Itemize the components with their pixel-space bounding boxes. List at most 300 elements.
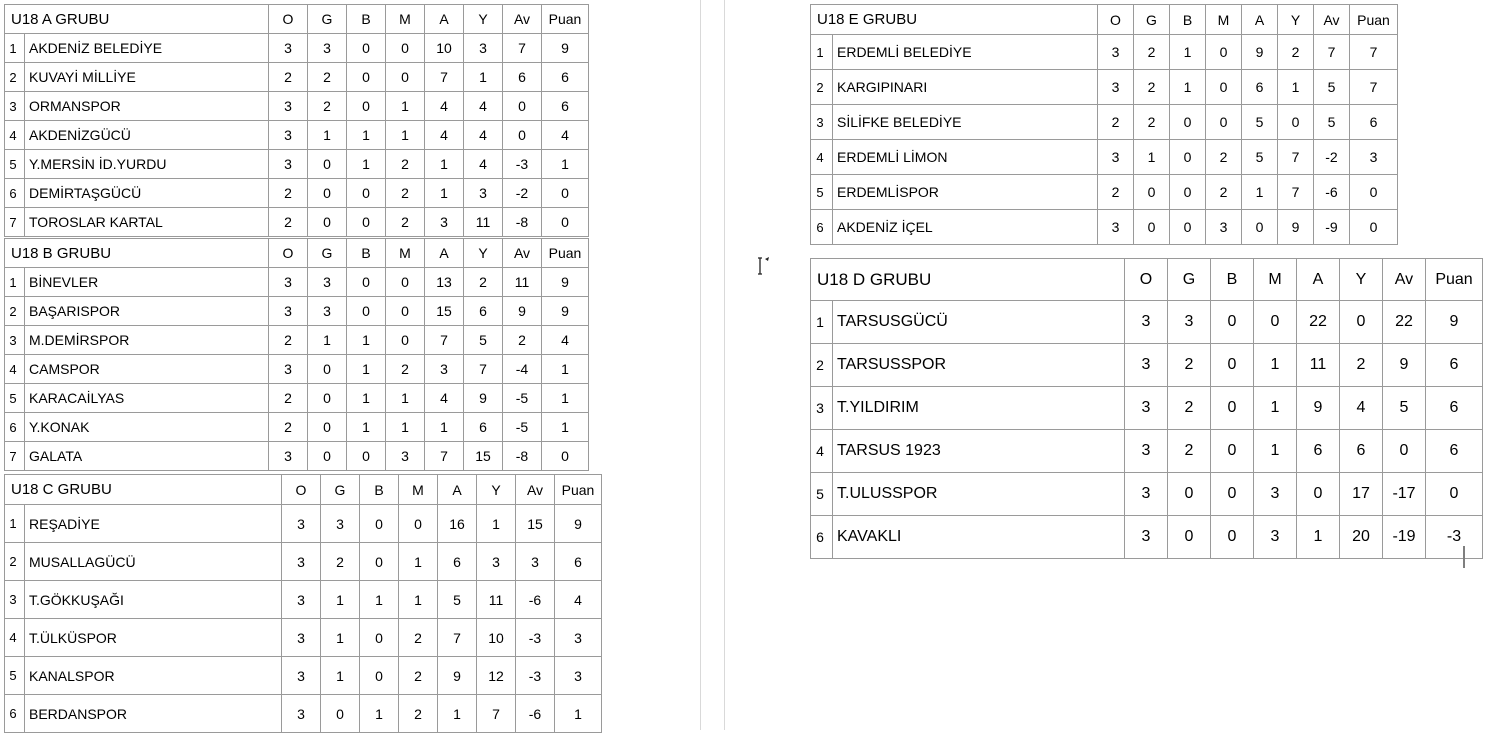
text-cursor-icon [756, 256, 774, 276]
row-rank: 6 [5, 413, 25, 442]
row-team: T.ÜLKÜSPOR [25, 619, 282, 657]
row-puan: 1 [542, 413, 589, 442]
table-row [5, 384, 589, 413]
col-header-o: O [269, 239, 308, 268]
row-o: 2 [1098, 175, 1134, 210]
row-a: 7 [425, 326, 464, 355]
row-puan: 0 [1350, 210, 1398, 245]
table-row [5, 505, 602, 543]
row-rank: 2 [5, 543, 25, 581]
row-g: 0 [308, 355, 347, 384]
row-a: 9 [1242, 35, 1278, 70]
col-header-o: O [1125, 259, 1168, 301]
row-m: 0 [1254, 301, 1297, 344]
row-y: 3 [477, 543, 516, 581]
row-av: 15 [516, 505, 555, 543]
table-row [5, 619, 602, 657]
row-o: 3 [282, 695, 321, 733]
row-rank: 4 [5, 619, 25, 657]
row-b: 1 [347, 150, 386, 179]
table-header-row [5, 239, 589, 268]
row-g: 0 [308, 179, 347, 208]
row-g: 1 [321, 581, 360, 619]
table-row [5, 208, 589, 237]
row-b: 0 [347, 208, 386, 237]
row-team: DEMİRTAŞGÜCÜ [25, 179, 269, 208]
row-m: 2 [399, 657, 438, 695]
row-av: 0 [1383, 430, 1426, 473]
page-gutter-left [700, 0, 701, 730]
row-team: T.GÖKKUŞAĞI [25, 581, 282, 619]
row-av: -9 [1314, 210, 1350, 245]
row-puan: 0 [542, 208, 589, 237]
group-title: U18 A GRUBU [5, 5, 269, 34]
row-o: 3 [1098, 140, 1134, 175]
row-a: 4 [425, 92, 464, 121]
standings-table-group-c [4, 474, 602, 733]
table-row [811, 344, 1483, 387]
row-m: 1 [399, 543, 438, 581]
row-av: 9 [503, 297, 542, 326]
row-team: ORMANSPOR [25, 92, 269, 121]
col-header-a: A [425, 5, 464, 34]
row-g: 0 [321, 695, 360, 733]
row-y: 5 [464, 326, 503, 355]
row-o: 3 [282, 581, 321, 619]
row-g: 0 [308, 442, 347, 471]
row-av: -6 [516, 581, 555, 619]
row-g: 1 [1134, 140, 1170, 175]
row-team: MUSALLAGÜCÜ [25, 543, 282, 581]
row-y: 20 [1340, 516, 1383, 559]
row-g: 0 [308, 150, 347, 179]
row-y: 7 [1278, 140, 1314, 175]
row-rank: 4 [811, 140, 833, 175]
table-row [5, 442, 589, 471]
col-header-g: G [321, 475, 360, 505]
row-team: AKDENİZ BELEDİYE [25, 34, 269, 63]
row-rank: 6 [5, 179, 25, 208]
col-header-av: Av [503, 5, 542, 34]
table-row [5, 179, 589, 208]
table-header-row [5, 475, 602, 505]
row-m: 1 [386, 92, 425, 121]
row-team: CAMSPOR [25, 355, 269, 384]
row-team: T.YILDIRIM [833, 387, 1125, 430]
col-header-m: M [386, 5, 425, 34]
table-row [5, 695, 602, 733]
table-row [811, 70, 1398, 105]
row-m: 0 [1206, 105, 1242, 140]
row-y: 12 [477, 657, 516, 695]
col-header-puan: Puan [1350, 5, 1398, 35]
row-m: 3 [1254, 473, 1297, 516]
row-m: 3 [1254, 516, 1297, 559]
row-av: 7 [503, 34, 542, 63]
row-b: 1 [347, 326, 386, 355]
table-row [5, 150, 589, 179]
row-team: Y.KONAK [25, 413, 269, 442]
row-g: 1 [321, 619, 360, 657]
table-row [811, 516, 1483, 559]
row-b: 0 [1211, 301, 1254, 344]
row-y: 9 [1278, 210, 1314, 245]
col-header-av: Av [1383, 259, 1426, 301]
row-g: 2 [1134, 35, 1170, 70]
col-header-av: Av [1314, 5, 1350, 35]
row-o: 2 [1098, 105, 1134, 140]
row-o: 3 [1098, 210, 1134, 245]
row-rank: 1 [811, 35, 833, 70]
row-m: 1 [1254, 344, 1297, 387]
row-b: 0 [347, 63, 386, 92]
row-rank: 2 [811, 70, 833, 105]
row-b: 0 [1170, 140, 1206, 175]
row-o: 2 [269, 413, 308, 442]
row-puan: 1 [542, 384, 589, 413]
row-o: 3 [269, 442, 308, 471]
row-b: 1 [360, 695, 399, 733]
row-o: 3 [1125, 387, 1168, 430]
row-g: 2 [308, 63, 347, 92]
row-o: 3 [269, 355, 308, 384]
row-m: 0 [386, 268, 425, 297]
row-a: 9 [438, 657, 477, 695]
row-puan: 1 [542, 150, 589, 179]
row-a: 5 [438, 581, 477, 619]
row-team: TARSUS 1923 [833, 430, 1125, 473]
row-y: 0 [1278, 105, 1314, 140]
row-a: 9 [1297, 387, 1340, 430]
row-m: 2 [386, 150, 425, 179]
table-row [5, 268, 589, 297]
row-rank: 2 [811, 344, 833, 387]
row-av: 5 [1383, 387, 1426, 430]
row-av: 5 [1314, 105, 1350, 140]
table-row [5, 581, 602, 619]
row-rank: 1 [5, 505, 25, 543]
row-o: 2 [269, 208, 308, 237]
col-header-g: G [308, 239, 347, 268]
table-header-row [811, 259, 1483, 301]
table-row [5, 413, 589, 442]
table-row [811, 387, 1483, 430]
row-b: 0 [360, 619, 399, 657]
row-m: 0 [386, 326, 425, 355]
row-team: BERDANSPOR [25, 695, 282, 733]
row-b: 1 [1170, 35, 1206, 70]
col-header-b: B [347, 5, 386, 34]
table-row [5, 92, 589, 121]
row-y: 4 [464, 121, 503, 150]
row-puan: 4 [542, 121, 589, 150]
row-b: 0 [360, 657, 399, 695]
row-team: BAŞARISPOR [25, 297, 269, 326]
col-header-a: A [1297, 259, 1340, 301]
row-team: T.ULUSSPOR [833, 473, 1125, 516]
row-a: 3 [425, 208, 464, 237]
row-b: 0 [360, 543, 399, 581]
row-o: 3 [269, 297, 308, 326]
row-b: 1 [347, 121, 386, 150]
row-av: -4 [503, 355, 542, 384]
row-y: 7 [464, 355, 503, 384]
col-header-o: O [282, 475, 321, 505]
standings-table-group-a [4, 4, 589, 237]
row-a: 11 [1297, 344, 1340, 387]
row-m: 1 [386, 413, 425, 442]
row-m: 1 [1254, 430, 1297, 473]
row-av: 22 [1383, 301, 1426, 344]
row-rank: 2 [5, 63, 25, 92]
table-row [811, 35, 1398, 70]
row-b: 0 [1170, 105, 1206, 140]
col-header-y: Y [1340, 259, 1383, 301]
row-b: 0 [347, 92, 386, 121]
row-rank: 1 [811, 301, 833, 344]
row-b: 1 [347, 355, 386, 384]
row-o: 3 [282, 619, 321, 657]
col-header-m: M [399, 475, 438, 505]
row-y: 0 [1340, 301, 1383, 344]
row-a: 1 [1242, 175, 1278, 210]
row-y: 2 [464, 268, 503, 297]
row-rank: 5 [5, 657, 25, 695]
row-y: 7 [1278, 175, 1314, 210]
row-av: -6 [1314, 175, 1350, 210]
standings-table-group-b [4, 238, 589, 471]
group-title: U18 B GRUBU [5, 239, 269, 268]
row-rank: 6 [811, 210, 833, 245]
row-a: 6 [1242, 70, 1278, 105]
row-m: 2 [1206, 140, 1242, 175]
row-g: 0 [1168, 516, 1211, 559]
row-av: 6 [503, 63, 542, 92]
row-b: 0 [1170, 175, 1206, 210]
row-o: 2 [269, 179, 308, 208]
row-puan: 6 [555, 543, 602, 581]
row-o: 3 [269, 121, 308, 150]
table-row [811, 105, 1398, 140]
row-a: 0 [1297, 473, 1340, 516]
table-row [811, 301, 1483, 344]
row-o: 3 [1125, 430, 1168, 473]
table-row [5, 297, 589, 326]
row-o: 3 [282, 657, 321, 695]
row-o: 3 [1125, 344, 1168, 387]
row-rank: 2 [5, 297, 25, 326]
row-av: -8 [503, 442, 542, 471]
row-b: 0 [1170, 210, 1206, 245]
row-rank: 1 [5, 268, 25, 297]
row-m: 2 [386, 179, 425, 208]
row-team: TOROSLAR KARTAL [25, 208, 269, 237]
row-b: 0 [347, 34, 386, 63]
row-av: -17 [1383, 473, 1426, 516]
row-puan: 4 [555, 581, 602, 619]
table-row [5, 34, 589, 63]
row-a: 5 [1242, 140, 1278, 175]
row-o: 2 [269, 63, 308, 92]
col-header-m: M [386, 239, 425, 268]
row-puan: 9 [542, 34, 589, 63]
row-puan: 3 [555, 657, 602, 695]
col-header-puan: Puan [1426, 259, 1483, 301]
row-av: -5 [503, 384, 542, 413]
row-team: SİLİFKE BELEDİYE [833, 105, 1098, 140]
table-row [811, 430, 1483, 473]
row-g: 0 [1168, 473, 1211, 516]
row-team: ERDEMLİ BELEDİYE [833, 35, 1098, 70]
row-puan: 9 [555, 505, 602, 543]
row-a: 4 [425, 384, 464, 413]
table-header-row [811, 5, 1398, 35]
row-rank: 6 [5, 695, 25, 733]
row-g: 2 [1168, 387, 1211, 430]
row-b: 0 [1211, 473, 1254, 516]
row-a: 6 [438, 543, 477, 581]
row-puan: -3 [1426, 516, 1483, 559]
table-row [5, 657, 602, 695]
row-puan: 1 [555, 695, 602, 733]
col-header-b: B [360, 475, 399, 505]
row-g: 1 [308, 326, 347, 355]
row-o: 3 [269, 34, 308, 63]
row-g: 1 [308, 121, 347, 150]
row-av: 3 [516, 543, 555, 581]
row-rank: 5 [5, 384, 25, 413]
row-team: TARSUSSPOR [833, 344, 1125, 387]
col-header-y: Y [464, 5, 503, 34]
row-a: 1 [425, 179, 464, 208]
row-av: -3 [516, 657, 555, 695]
standings-table-group-d [810, 258, 1483, 559]
row-av: 2 [503, 326, 542, 355]
row-rank: 7 [5, 208, 25, 237]
row-puan: 0 [542, 179, 589, 208]
row-y: 10 [477, 619, 516, 657]
row-a: 13 [425, 268, 464, 297]
row-rank: 3 [5, 92, 25, 121]
row-a: 5 [1242, 105, 1278, 140]
row-m: 1 [399, 581, 438, 619]
row-m: 2 [1206, 175, 1242, 210]
row-a: 6 [1297, 430, 1340, 473]
standings-table-group-e [810, 4, 1398, 245]
row-b: 0 [360, 505, 399, 543]
row-m: 1 [386, 121, 425, 150]
col-header-b: B [347, 239, 386, 268]
row-y: 2 [1278, 35, 1314, 70]
col-header-y: Y [464, 239, 503, 268]
row-puan: 6 [542, 92, 589, 121]
row-g: 0 [1134, 175, 1170, 210]
row-rank: 3 [5, 581, 25, 619]
row-av: -2 [1314, 140, 1350, 175]
row-team: KARACAİLYAS [25, 384, 269, 413]
row-rank: 4 [5, 121, 25, 150]
row-y: 6 [464, 297, 503, 326]
col-header-g: G [308, 5, 347, 34]
group-title: U18 C GRUBU [5, 475, 282, 505]
row-b: 0 [1211, 516, 1254, 559]
row-g: 3 [1168, 301, 1211, 344]
row-g: 3 [321, 505, 360, 543]
row-av: -3 [503, 150, 542, 179]
row-g: 3 [308, 297, 347, 326]
row-av: 11 [503, 268, 542, 297]
table-header-row [5, 5, 589, 34]
row-a: 7 [438, 619, 477, 657]
row-av: 0 [503, 121, 542, 150]
row-puan: 9 [1426, 301, 1483, 344]
row-m: 0 [1206, 70, 1242, 105]
row-y: 15 [464, 442, 503, 471]
row-puan: 6 [542, 63, 589, 92]
row-a: 7 [425, 442, 464, 471]
row-o: 3 [1098, 35, 1134, 70]
row-team: KUVAYİ MİLLİYE [25, 63, 269, 92]
table-row [5, 543, 602, 581]
row-b: 1 [360, 581, 399, 619]
row-a: 0 [1242, 210, 1278, 245]
table-row [5, 326, 589, 355]
table-row [5, 121, 589, 150]
row-g: 2 [1134, 70, 1170, 105]
row-y: 2 [1340, 344, 1383, 387]
row-puan: 9 [542, 268, 589, 297]
selection-edge-marker [1463, 546, 1465, 568]
row-y: 11 [477, 581, 516, 619]
row-av: -8 [503, 208, 542, 237]
col-header-y: Y [1278, 5, 1314, 35]
row-g: 0 [308, 384, 347, 413]
row-puan: 0 [542, 442, 589, 471]
col-header-y: Y [477, 475, 516, 505]
row-b: 0 [1211, 344, 1254, 387]
row-b: 0 [347, 297, 386, 326]
row-m: 2 [399, 619, 438, 657]
row-a: 16 [438, 505, 477, 543]
row-rank: 3 [811, 387, 833, 430]
row-puan: 0 [1350, 175, 1398, 210]
row-y: 7 [477, 695, 516, 733]
row-g: 2 [1134, 105, 1170, 140]
row-puan: 9 [542, 297, 589, 326]
row-y: 3 [464, 179, 503, 208]
row-g: 2 [308, 92, 347, 121]
row-av: -5 [503, 413, 542, 442]
row-y: 4 [464, 92, 503, 121]
row-o: 3 [1125, 516, 1168, 559]
row-rank: 3 [811, 105, 833, 140]
row-m: 1 [1254, 387, 1297, 430]
col-header-b: B [1170, 5, 1206, 35]
col-header-a: A [425, 239, 464, 268]
row-rank: 5 [811, 473, 833, 516]
row-o: 3 [269, 150, 308, 179]
col-header-g: G [1134, 5, 1170, 35]
row-b: 1 [1170, 70, 1206, 105]
row-o: 3 [282, 543, 321, 581]
row-a: 4 [425, 121, 464, 150]
row-team: TARSUSGÜCÜ [833, 301, 1125, 344]
table-row [811, 140, 1398, 175]
table-row [811, 473, 1483, 516]
row-puan: 1 [542, 355, 589, 384]
row-puan: 3 [1350, 140, 1398, 175]
row-rank: 4 [811, 430, 833, 473]
